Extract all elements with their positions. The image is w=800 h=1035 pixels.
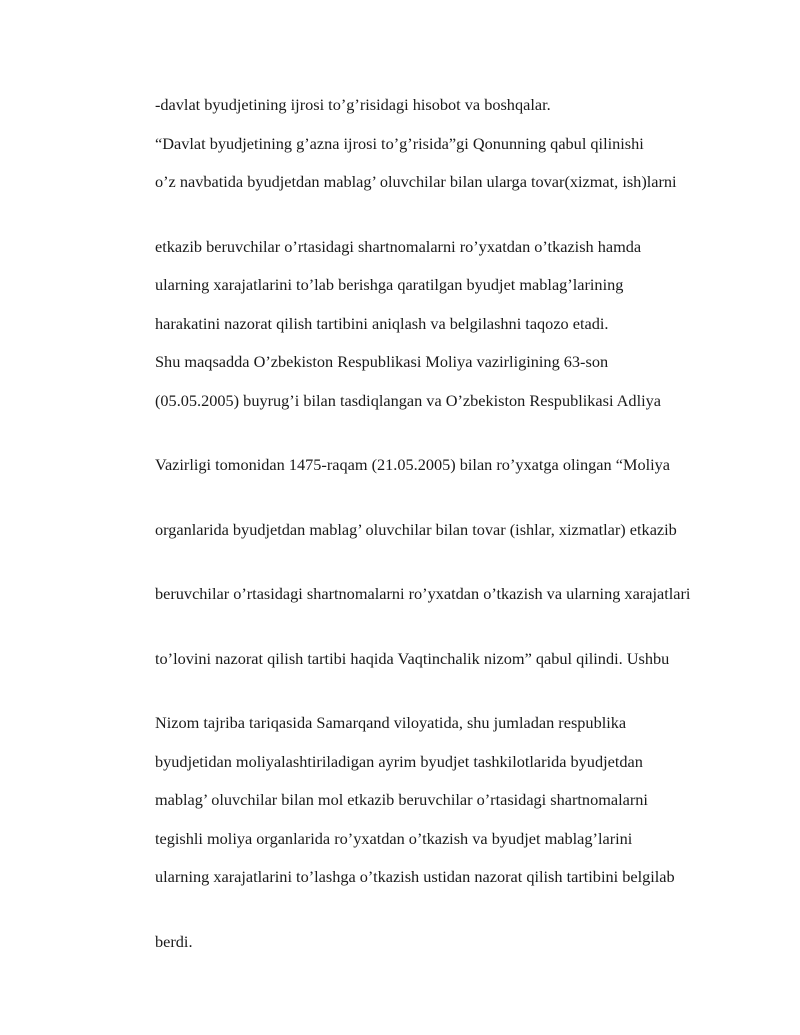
text-line-18: berdi. [155,931,193,951]
text-line-13: Nizom tajriba tariqasida Samarqand viloyatida, shu jumladan respublika [155,713,627,732]
text-line-11: beruvchilar o’rtasidagi shartnomalarni ro’yxatdan o’tkazish va ularning xarajatlari [155,584,691,603]
text-line-12: to’lovini nazorat qilish tartibi haqida Vaqtinchalik nizom” qabul qilindi. Ushbu [155,648,670,668]
text-line-6: harakatini nazorat qilish tartibini aniqlash va belgilashni taqozo etadi. [155,313,609,333]
text-line-15: mablag’ oluvchilar bilan mol etkazib beruvchilar o’rtasidagi shartnomalarni [155,790,648,809]
text-line-1: -davlat byudjetining ijrosi to’g’risidagi hisobot va boshqalar. [155,95,551,114]
text-line-2: “Davlat byudjetining g’azna ijrosi to’g’risida”gi Qonunning qabul qilinishi [155,133,644,153]
text-line-4: etkazib beruvchilar o’rtasidagi shartnomalarni ro’yxatdan o’tkazish hamda [155,236,642,256]
text-line-8: (05.05.2005) buyrug’i bilan tasdiqlangan va O’zbekiston Respublikasi Adliya [155,390,661,410]
text-line-16: tegishli moliya organlarida ro’yxatdan o’tkazish va byudjet mablag’larini [155,828,633,848]
text-line-5: ularning xarajatlarini to’lab berishga qaratilgan byudjet mablag’larining [155,275,624,294]
text-line-3: o’z navbatida byudjetdan mablag’ oluvchilar bilan ularga tovar(xizmat, ish)larni [155,172,677,191]
text-line-9: Vazirligi tomonidan 1475-raqam (21.05.2005) bilan ro’yxatga olingan “Moliya [155,455,670,474]
text-line-14: byudjetidan moliyalashtiriladigan ayrim byudjet tashkilotlarida byudjetdan [155,751,643,771]
document-body [118,92,706,967]
text-line-17: ularning xarajatlarini to’lashga o’tkazish ustidan nazorat qilish tartibini belgilab [155,867,675,886]
text-line-10: organlarida byudjetdan mablag’ oluvchilar bilan tovar (ishlar, xizmatlar) etkazib [155,519,677,539]
text-line-7: Shu maqsadda O’zbekiston Respublikasi Moliya vazirligining 63-son [155,352,609,371]
